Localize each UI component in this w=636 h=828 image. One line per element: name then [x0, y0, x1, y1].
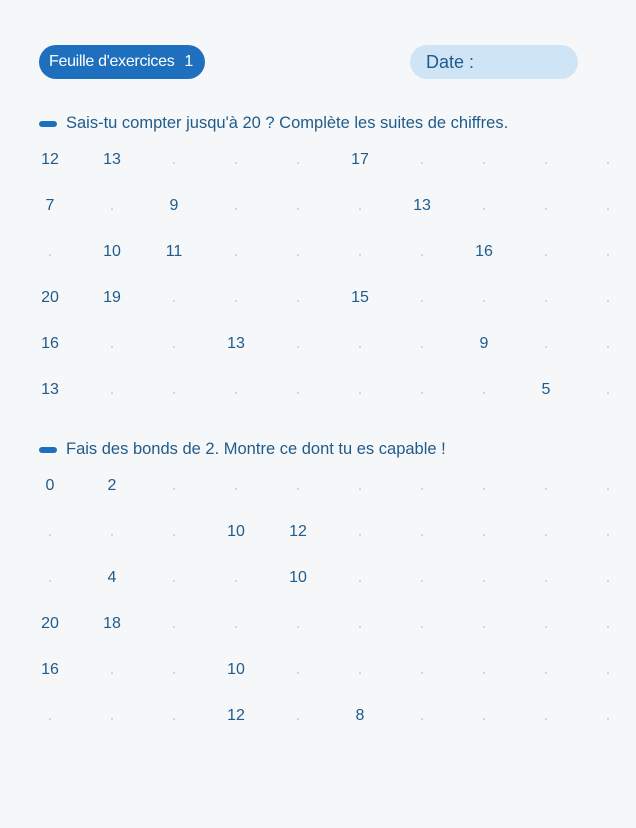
skip-count-blank-slot[interactable]	[421, 534, 423, 536]
skip-count-blank-slot[interactable]	[607, 626, 609, 628]
counting-blank-slot[interactable]	[297, 300, 299, 302]
skip-count-number: 12	[289, 523, 307, 540]
skip-count-blank-slot[interactable]	[111, 534, 113, 536]
counting-blank-slot[interactable]	[173, 300, 175, 302]
skip-count-blank-slot[interactable]	[297, 672, 299, 674]
skip-count-blank-slot[interactable]	[421, 580, 423, 582]
counting-blank-slot[interactable]	[607, 208, 609, 210]
counting-blank-slot[interactable]	[483, 392, 485, 394]
counting-blank-slot[interactable]	[235, 254, 237, 256]
counting-number: 13	[103, 151, 121, 168]
skip-count-blank-slot[interactable]	[111, 718, 113, 720]
skip-count-blank-slot[interactable]	[297, 488, 299, 490]
counting-blank-slot[interactable]	[545, 162, 547, 164]
skip-count-number: 10	[227, 523, 245, 540]
skip-count-blank-slot[interactable]	[49, 580, 51, 582]
skip-count-blank-slot[interactable]	[359, 672, 361, 674]
counting-number: 13	[227, 335, 245, 352]
skip-count-number: 16	[41, 661, 59, 678]
skip-count-blank-slot[interactable]	[359, 488, 361, 490]
counting-blank-slot[interactable]	[545, 208, 547, 210]
worksheet-number: 1	[184, 53, 194, 70]
counting-number: 19	[103, 289, 121, 306]
skip-count-blank-slot[interactable]	[483, 534, 485, 536]
skip-count-number: 18	[103, 615, 121, 632]
counting-number: 16	[475, 243, 493, 260]
skip-count-number: 4	[107, 569, 117, 586]
skip-count-blank-slot[interactable]	[607, 672, 609, 674]
counting-number: 7	[45, 197, 55, 214]
skip-count-blank-slot[interactable]	[483, 718, 485, 720]
counting-blank-slot[interactable]	[111, 346, 113, 348]
counting-blank-slot[interactable]	[421, 254, 423, 256]
counting-number: 9	[169, 197, 179, 214]
skip-count-blank-slot[interactable]	[607, 580, 609, 582]
counting-blank-slot[interactable]	[173, 392, 175, 394]
instruction-1-text: Sais-tu compter jusqu'à 20 ? Complète les suites de chiffres.	[66, 114, 509, 132]
skip-count-number: 10	[227, 661, 245, 678]
skip-count-blank-slot[interactable]	[173, 488, 175, 490]
skip-count-row	[0, 476, 636, 496]
counting-blank-slot[interactable]	[483, 300, 485, 302]
skip-count-blank-slot[interactable]	[359, 534, 361, 536]
counting-blank-slot[interactable]	[235, 392, 237, 394]
counting-row	[0, 334, 636, 354]
counting-number: 5	[541, 381, 551, 398]
counting-blank-slot[interactable]	[235, 208, 237, 210]
counting-row	[0, 288, 636, 308]
counting-row	[0, 242, 636, 262]
date-field[interactable]	[410, 45, 578, 79]
skip-count-blank-slot[interactable]	[545, 488, 547, 490]
counting-number: 16	[41, 335, 59, 352]
counting-blank-slot[interactable]	[49, 254, 51, 256]
skip-count-row	[0, 660, 636, 680]
counting-blank-slot[interactable]	[359, 392, 361, 394]
counting-blank-slot[interactable]	[359, 208, 361, 210]
skip-count-blank-slot[interactable]	[483, 626, 485, 628]
counting-number: 11	[165, 243, 183, 260]
skip-count-blank-slot[interactable]	[235, 626, 237, 628]
skip-count-blank-slot[interactable]	[545, 580, 547, 582]
skip-count-blank-slot[interactable]	[421, 488, 423, 490]
skip-count-blank-slot[interactable]	[421, 672, 423, 674]
skip-count-blank-slot[interactable]	[607, 534, 609, 536]
skip-count-blank-slot[interactable]	[173, 626, 175, 628]
skip-count-number: 12	[227, 707, 245, 724]
skip-count-blank-slot[interactable]	[359, 580, 361, 582]
skip-count-blank-slot[interactable]	[545, 534, 547, 536]
skip-count-row	[0, 614, 636, 634]
skip-count-blank-slot[interactable]	[607, 488, 609, 490]
counting-blank-slot[interactable]	[545, 346, 547, 348]
worksheet-title-text: Feuille d'exercices	[49, 53, 175, 70]
worksheet-title	[39, 45, 205, 79]
counting-blank-slot[interactable]	[607, 346, 609, 348]
counting-number: 10	[103, 243, 121, 260]
counting-number: 13	[413, 197, 431, 214]
counting-number: 13	[41, 381, 59, 398]
skip-count-blank-slot[interactable]	[545, 672, 547, 674]
counting-blank-slot[interactable]	[545, 300, 547, 302]
skip-count-blank-slot[interactable]	[607, 718, 609, 720]
counting-blank-slot[interactable]	[607, 300, 609, 302]
counting-number: 17	[351, 151, 369, 168]
counting-row	[0, 150, 636, 170]
skip-count-blank-slot[interactable]	[297, 718, 299, 720]
skip-count-blank-slot[interactable]	[235, 580, 237, 582]
counting-blank-slot[interactable]	[173, 162, 175, 164]
counting-blank-slot[interactable]	[111, 392, 113, 394]
skip-count-number: 20	[41, 615, 59, 632]
skip-count-blank-slot[interactable]	[173, 580, 175, 582]
skip-count-blank-slot[interactable]	[483, 488, 485, 490]
counting-blank-slot[interactable]	[607, 162, 609, 164]
skip-count-blank-slot[interactable]	[483, 672, 485, 674]
instruction-2	[39, 440, 446, 459]
counting-blank-slot[interactable]	[235, 300, 237, 302]
skip-count-number: 8	[355, 707, 365, 724]
counting-blank-slot[interactable]	[297, 208, 299, 210]
skip-count-blank-slot[interactable]	[421, 718, 423, 720]
counting-blank-slot[interactable]	[297, 346, 299, 348]
skip-count-blank-slot[interactable]	[49, 718, 51, 720]
skip-count-blank-slot[interactable]	[545, 718, 547, 720]
counting-blank-slot[interactable]	[545, 254, 547, 256]
counting-row	[0, 196, 636, 216]
counting-blank-slot[interactable]	[359, 254, 361, 256]
skip-count-row	[0, 568, 636, 588]
counting-blank-slot[interactable]	[359, 346, 361, 348]
skip-count-blank-slot[interactable]	[49, 534, 51, 536]
counting-number: 15	[351, 289, 369, 306]
skip-count-blank-slot[interactable]	[173, 534, 175, 536]
skip-count-number: 10	[289, 569, 307, 586]
skip-count-blank-slot[interactable]	[483, 580, 485, 582]
counting-blank-slot[interactable]	[173, 346, 175, 348]
counting-blank-slot[interactable]	[483, 162, 485, 164]
skip-count-row	[0, 706, 636, 726]
counting-number: 20	[41, 289, 59, 306]
counting-blank-slot[interactable]	[297, 162, 299, 164]
skip-count-blank-slot[interactable]	[297, 626, 299, 628]
bullet-dash-icon	[39, 447, 57, 453]
skip-count-blank-slot[interactable]	[545, 626, 547, 628]
counting-blank-slot[interactable]	[111, 208, 113, 210]
counting-blank-slot[interactable]	[421, 346, 423, 348]
skip-count-blank-slot[interactable]	[421, 626, 423, 628]
skip-count-blank-slot[interactable]	[235, 488, 237, 490]
counting-number: 12	[41, 151, 59, 168]
counting-blank-slot[interactable]	[421, 392, 423, 394]
skip-count-blank-slot[interactable]	[111, 672, 113, 674]
counting-blank-slot[interactable]	[607, 392, 609, 394]
skip-count-blank-slot[interactable]	[173, 718, 175, 720]
counting-blank-slot[interactable]	[297, 254, 299, 256]
skip-count-number: 2	[107, 477, 117, 494]
skip-count-blank-slot[interactable]	[173, 672, 175, 674]
skip-count-row	[0, 522, 636, 542]
instruction-2-text: Fais des bonds de 2. Montre ce dont tu es capable !	[66, 440, 446, 458]
counting-number: 9	[479, 335, 489, 352]
counting-blank-slot[interactable]	[235, 162, 237, 164]
counting-blank-slot[interactable]	[421, 300, 423, 302]
skip-count-number: 0	[45, 477, 55, 494]
instruction-1	[39, 114, 508, 133]
skip-count-blank-slot[interactable]	[359, 626, 361, 628]
counting-blank-slot[interactable]	[607, 254, 609, 256]
counting-blank-slot[interactable]	[483, 208, 485, 210]
counting-row	[0, 380, 636, 400]
counting-blank-slot[interactable]	[297, 392, 299, 394]
date-label: Date :	[426, 52, 475, 72]
counting-blank-slot[interactable]	[421, 162, 423, 164]
bullet-dash-icon	[39, 121, 57, 127]
